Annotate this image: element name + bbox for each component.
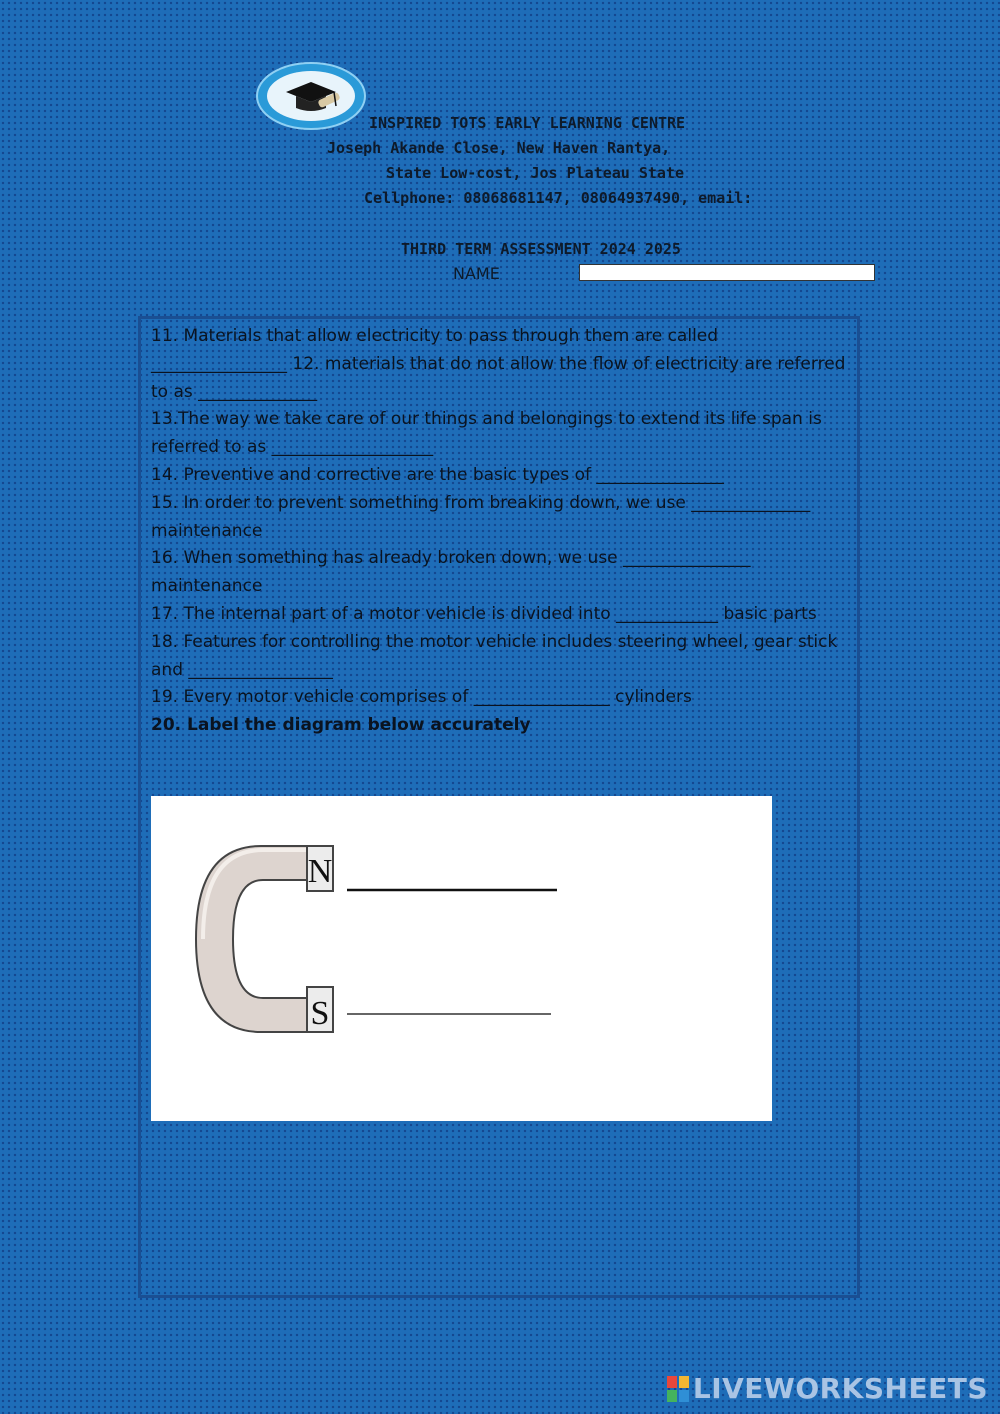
liveworksheets-logo-icon: [667, 1376, 689, 1402]
question-11-12: 11. Materials that allow electricity to pass through them are called ________________ 12. materials that do not allow the flow of electricity are referred to as ______________: [151, 326, 846, 402]
address-line-2: State Low-cost, Jos Plateau State: [386, 164, 685, 182]
question-14: 14. Preventive and corrective are the basic types of _______________: [151, 464, 724, 485]
school-logo-icon: [256, 62, 366, 130]
south-answer-input[interactable]: [349, 990, 549, 1012]
north-pole-label: N: [307, 853, 333, 890]
horseshoe-magnet-icon: [151, 796, 772, 1121]
question-19: 19. Every motor vehicle comprises of ________________ cylinders: [151, 687, 692, 708]
assessment-title: THIRD TERM ASSESSMENT 2024 2025: [401, 240, 681, 258]
school-name: INSPIRED TOTS EARLY LEARNING CENTRE: [369, 114, 686, 132]
magnet-diagram: [151, 796, 772, 1121]
name-input[interactable]: [579, 264, 875, 281]
address-line-1: Joseph Akande Close, New Haven Rantya,: [327, 139, 671, 157]
question-17: 17. The internal part of a motor vehicle is divided into ____________ basic parts: [151, 603, 817, 624]
liveworksheets-brand: [667, 1372, 988, 1405]
south-pole-label: S: [310, 995, 330, 1032]
question-15: 15. In order to prevent something from breaking down, we use ______________ maintenance: [151, 492, 811, 541]
question-18: 18. Features for controlling the motor vehicle includes steering wheel, gear stick and _________________: [151, 631, 838, 680]
contact-info: Cellphone: 08068681147, 08064937490, email:: [364, 189, 753, 207]
brand-text: LIVEWORKSHEETS: [692, 1372, 988, 1405]
question-13: 13.The way we take care of our things and belongings to extend its life span is referred to as ___________________: [151, 409, 822, 458]
north-answer-input[interactable]: [349, 866, 555, 888]
question-list: [151, 323, 856, 740]
question-20: 20. Label the diagram below accurately: [151, 715, 531, 736]
name-label: NAME: [453, 264, 500, 283]
question-16: 16. When something has already broken down, we use _______________ maintenance: [151, 548, 751, 597]
